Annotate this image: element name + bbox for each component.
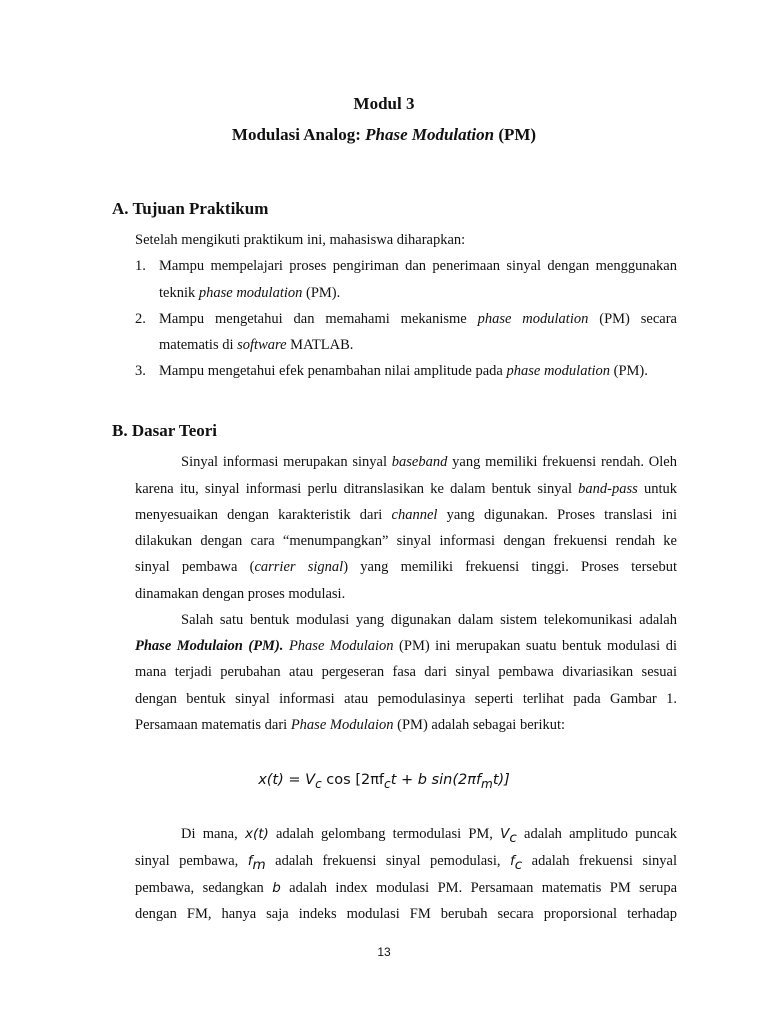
list-item-2-line-2 [159, 337, 677, 354]
list-item-number: 1. [135, 258, 146, 274]
text: (PM). [610, 363, 648, 379]
italic-text: channel [391, 507, 438, 523]
text: Mampu mengetahui dan memahami mekanisme [159, 311, 478, 327]
italic-text: Phase Modulaion [290, 717, 394, 733]
subscript: c [514, 856, 523, 873]
text: ) yang memiliki frekuensi tinggi. Proses tersebut [343, 559, 678, 575]
list-item-2-line-1 [159, 311, 677, 328]
module-title: Modul 3 [353, 94, 415, 113]
paragraph-3-line-2 [135, 853, 677, 873]
paragraph-1-line-4: dilakukan dengan cara “menumpangkan” sinyal informasi dengan frekuensi rendah ke [135, 533, 677, 549]
text: Persamaan matematis dari [135, 717, 291, 733]
text: adalah index modulasi PM. Persamaan matematis PM serupa [280, 880, 678, 896]
subscript: m [252, 856, 266, 873]
pm-equation [0, 772, 768, 791]
subscript: m [481, 776, 493, 791]
text: yang digunakan. Proses translasi ini [437, 507, 677, 523]
text: sinyal pembawa ( [135, 559, 255, 575]
italic-text: phase modulation [477, 311, 589, 327]
paragraph-2-line-2 [135, 638, 677, 655]
text: (PM) secara [588, 311, 677, 327]
list-item-1-line-2 [159, 285, 677, 302]
text: untuk [637, 481, 677, 497]
section-a-intro: Setelah mengikuti praktikum ini, mahasiswa diharapkan: [135, 232, 466, 248]
bold-italic-text: Phase Modulaion (PM). [135, 638, 284, 654]
paragraph-2-line-3: mana terjadi perubahan atau pergeseran fasa dari sinyal pembawa divariasikan sesuai [135, 664, 677, 680]
equation-lhs: x(t) = V [258, 772, 316, 788]
text: MATLAB. [286, 337, 354, 353]
text: (PM) ini merupakan suatu bentuk modulasi di [393, 638, 678, 654]
text: yang memiliki frekuensi rendah. Oleh [447, 454, 677, 470]
math-variable: b [272, 880, 281, 896]
text: matematis di [159, 337, 238, 353]
equation-part: t)] [492, 772, 510, 788]
list-item-number: 3. [135, 363, 146, 379]
italic-text: phase modulation [198, 285, 303, 301]
text: adalah frekuensi sinyal pemodulasi, [265, 853, 510, 869]
subtitle-prefix: Modulasi Analog: [231, 125, 366, 144]
equation-part: cos [2πf [321, 772, 385, 788]
section-a-heading: A. Tujuan Praktikum [112, 199, 269, 218]
paragraph-2-line-1: Salah satu bentuk modulasi yang digunakan dalam sistem telekomunikasi adalah [181, 612, 677, 628]
text: Mampu mengetahui efek penambahan nilai amplitude pada [159, 363, 507, 379]
text: adalah frekuensi sinyal [522, 853, 677, 869]
math-variable: x(t) [244, 826, 269, 842]
italic-text: Phase Modulaion [288, 638, 394, 654]
text: adalah amplitudo puncak [516, 826, 677, 842]
math-variable: V [500, 826, 510, 842]
list-item-3-line-1 [159, 363, 677, 380]
equation-part: t + b sin(2πf [390, 772, 482, 788]
text: menyesuaikan dengan karakteristik dari [135, 507, 392, 523]
paragraph-2-line-4: dengan bentuk sinyal informasi atau pemodulasinya seperti terlihat pada Gambar 1. [135, 691, 677, 707]
italic-text: baseband [391, 454, 448, 470]
italic-text: band-pass [578, 481, 638, 497]
page-number: 13 [377, 945, 391, 959]
text: sinyal pembawa, [135, 853, 248, 869]
paragraph-1-line-1 [181, 454, 677, 471]
subtitle-suffix: (PM) [494, 125, 537, 144]
math-variable: f [509, 853, 515, 869]
text: Di mana, [181, 826, 245, 842]
subtitle-italic: Phase Modulation [365, 125, 495, 144]
paragraph-2-line-5 [135, 717, 565, 734]
paragraph-3-line-1 [181, 826, 677, 846]
paragraph-1-line-3 [135, 507, 677, 524]
section-b-heading: B. Dasar Teori [112, 421, 218, 440]
italic-text: phase modulation [506, 363, 610, 379]
paragraph-1-line-2 [135, 481, 677, 498]
italic-text: software [237, 337, 287, 353]
list-item-number: 2. [135, 311, 146, 327]
text: Sinyal informasi merupakan sinyal [181, 454, 392, 470]
text: (PM) adalah sebagai berikut: [393, 717, 566, 733]
text: pembawa, sedangkan [135, 880, 273, 896]
subscript: c [315, 776, 322, 791]
paragraph-1-line-6: dinamakan dengan proses modulasi. [135, 586, 346, 602]
italic-text: carrier signal [254, 559, 344, 575]
text: karena itu, sinyal informasi perlu ditranslasikan ke dalam bentuk sinyal [135, 481, 579, 497]
subscript: c [384, 776, 391, 791]
paragraph-3-line-4: dengan FM, hanya saja indeks modulasi FM berubah secara proporsional terhadap [135, 906, 677, 922]
module-subtitle [0, 125, 768, 145]
text: adalah gelombang termodulasi PM, [268, 826, 501, 842]
list-item-1-line-1: Mampu mempelajari proses pengiriman dan penerimaan sinyal dengan menggunakan [159, 258, 677, 274]
paragraph-1-line-5 [135, 559, 677, 576]
paragraph-3-line-3 [135, 880, 677, 897]
subscript: c [509, 829, 517, 846]
text: teknik [159, 285, 199, 301]
math-variable: f [247, 853, 253, 869]
text: (PM). [302, 285, 341, 301]
